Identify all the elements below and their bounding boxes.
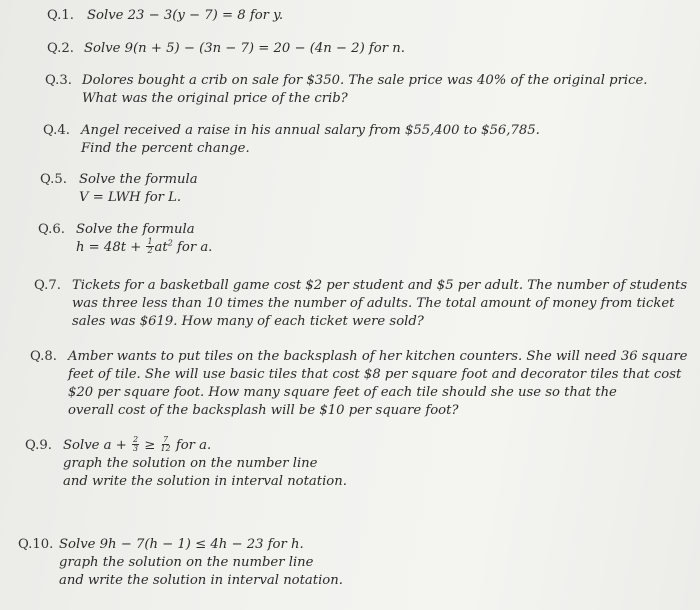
question-text: Angel received a raise in his annual salary from $55,400 to $56,785. Find the percent change. — [81, 123, 540, 156]
question-number: Q.8. — [30, 349, 57, 364]
question-1 — [47, 7, 283, 25]
question-number: Q.5. — [40, 172, 67, 187]
question-number: Q.7. — [34, 278, 61, 293]
question-text: Dolores bought a crib on sale for $350. The sale price was 40% of the original price. What was the original price of the crib? — [82, 73, 648, 106]
question-9 — [25, 437, 347, 491]
question-text: Solve the formula V = LWH for L. — [79, 172, 198, 205]
inequality-line: Solve a + $\frac{2}{3}$ ≥ $\frac{7}{12}$ for a. — [63, 435, 212, 453]
question-text: Tickets for a basketball game cost $2 per student and $5 per adult. The number of students was three less than 10 times the number of adults. The total amount of money from ticket sales was $619. How many of each ticket were sold? — [72, 278, 688, 329]
question-5 — [40, 171, 198, 207]
question-text: Solve 23 − 3(y − 7) = 8 for y. — [87, 8, 284, 23]
question-text: Solve 9(n + 5) − (3n − 7) = 20 − (4n − 2) for n. — [84, 41, 405, 56]
question-4 — [43, 122, 540, 158]
question-number: Q.1. — [47, 8, 74, 23]
question-number: Q.2. — [47, 41, 74, 56]
formula-line: h = 48t + $\frac{1}{2}$ $at^2$ for a. — [76, 237, 213, 255]
question-3 — [45, 72, 648, 108]
question-8 — [30, 348, 687, 420]
question-number: Q.9. — [25, 438, 52, 453]
question-2 — [47, 40, 405, 58]
fraction-seven-twelfths: $\frac{7}{12}$ — [160, 435, 171, 453]
question-number: Q.3. — [45, 73, 72, 88]
question-7 — [34, 277, 687, 331]
question-6 — [38, 221, 212, 257]
fraction-two-thirds: $\frac{2}{3}$ — [132, 435, 139, 453]
question-text: Solve 9h − 7(h − 1) ≤ 4h − 23 for h. graph the solution on the number line and write the solution in interval notation. — [59, 537, 343, 588]
question-text: Solve a + $\frac{2}{3}$ ≥ $\frac{7}{12}$ for a. graph the solution on the number line and write the solution in interval notation. — [63, 435, 347, 489]
question-text: Solve the formula h = 48t + $\frac{1}{2}$ $at^2$ for a. — [76, 222, 213, 255]
question-number: Q.6. — [38, 222, 65, 237]
question-text: Amber wants to put tiles on the backsplash of her kitchen counters. She will need 36 square feet of tile. She will use basic tiles that cost $8 per square foot and decorator tiles that cost $20 per square foot. How many square feet of each tile should she use so that the overall cost of the backsplash will be $10 per square foot? — [68, 349, 688, 418]
fraction-one-half: $\frac{1}{2}$ — [147, 237, 153, 255]
question-10 — [18, 536, 343, 590]
question-number: Q.4. — [43, 123, 70, 138]
question-number: Q.10. — [18, 537, 54, 552]
